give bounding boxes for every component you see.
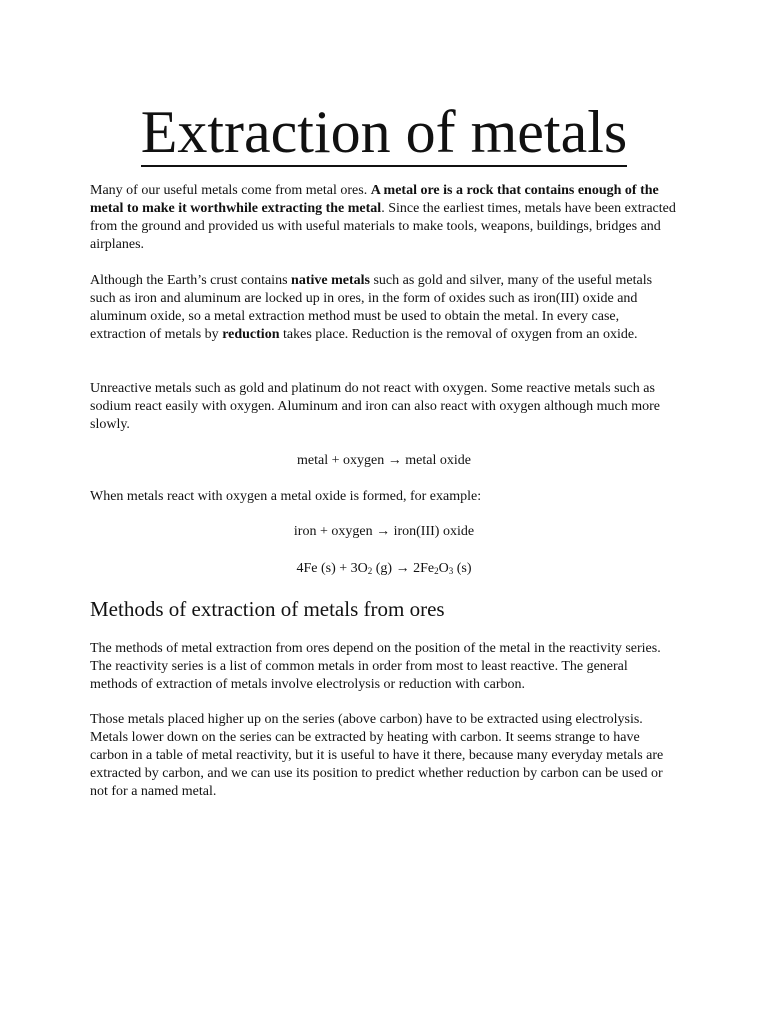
- eq3-sub-1: 2: [367, 566, 373, 576]
- equation-word-general: metal + oxygen → metal oxide: [297, 453, 471, 468]
- page-title: [0, 96, 768, 168]
- intro-text-a: Many of our useful metals come from metal ores.: [90, 183, 371, 198]
- eq3-text-d: (s): [453, 561, 472, 576]
- native-text-a: Although the Earth’s crust contains: [90, 273, 292, 288]
- equation-symbol-iron: [90, 560, 678, 578]
- intro-text-c: . Since the earliest times, metals have been extracted from the ground and provided us with useful materials to make tools, weapons, buildings, bridges and airplanes.: [90, 201, 676, 252]
- native-metals-bold: native metals: [291, 273, 370, 288]
- eq3-text-a: 4Fe (s) + 3O: [296, 561, 368, 576]
- page-title-text: Extraction of metals: [140, 99, 628, 165]
- native-metals-paragraph: [90, 272, 678, 344]
- methods-paragraph: The methods of metal extraction from ores depend on the position of the metal in the reactivity series. The reactivity series is a list of common metals in order from most to least reactive. The general methods of extraction of metals involve electrolysis or reduction with carbon.: [90, 641, 661, 692]
- native-text-e: takes place. Reduction is the removal of oxygen from an oxide.: [279, 327, 638, 342]
- example-intro-paragraph: When metals react with oxygen a metal oxide is formed, for example:: [90, 489, 482, 504]
- eq3-text-c: O: [438, 561, 449, 576]
- native-text-c: such as gold and silver, many of the useful metals such as iron and aluminum are locked up in ores, in the form of oxides such as iron(III) oxide and aluminum oxide, so a metal extraction method must be used to obtain the metal. In every case, extraction of metals by: [90, 273, 653, 342]
- intro-paragraph: [90, 182, 678, 254]
- reduction-bold: reduction: [222, 327, 280, 342]
- reactivity-paragraph: Unreactive metals such as gold and platinum do not react with oxygen. Some reactive metals such as sodium react easily with oxygen. Aluminum and iron can also react with oxygen although much more slowly.: [90, 381, 660, 432]
- electrolysis-paragraph: Those metals placed higher up on the series (above carbon) have to be extracted using electrolysis. Metals lower down on the series can be extracted by heating with carbon. It seems strange to have carbon in a table of metal reactivity, but it is useful to have it there, because many everyday metals are extracted by carbon, and we can use its position to predict whether reduction by carbon can be used or not for a named metal.: [90, 712, 664, 799]
- eq3-sub-3: 3: [448, 566, 454, 576]
- eq3-sub-2: 2: [434, 566, 439, 576]
- intro-bold-definition: A metal ore is a rock that contains enough of the metal to make it worthwhile extracting the metal: [90, 183, 659, 216]
- equation-word-iron: iron + oxygen → iron(III) oxide: [293, 524, 475, 539]
- section-heading: Methods of extraction of metals from ores: [90, 597, 445, 621]
- eq3-text-b: (g) → 2Fe: [372, 561, 435, 576]
